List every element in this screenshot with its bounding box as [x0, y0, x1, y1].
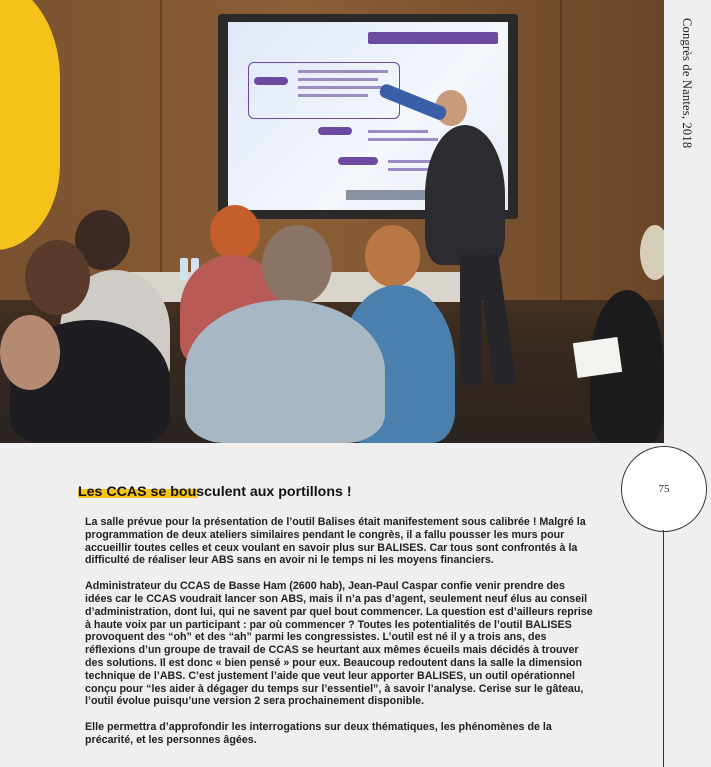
- presenter-body: [425, 125, 505, 265]
- audience-head: [640, 225, 664, 280]
- article-paragraph: La salle prévue pour la présentation de l’outil Balises était manifestement sous calibrée ! Malgré la programmation de deux ateliers similaires pendant le congrès, il a fallu pousser les murs pour accueillir toutes celles et ceux voulant en savoir plus sur BALISES. Car tous sont confrontés à la difficulté de réaliser leur ABS sans en avoir ni le temps ni les moyens financiers.: [85, 516, 586, 567]
- section-label: Congrès de Nantes, 2018: [680, 18, 694, 149]
- audience-head: [210, 205, 260, 260]
- article-body: [85, 516, 595, 760]
- wall-panel-seam: [160, 0, 162, 300]
- article-paragraph: Administrateur du CCAS de Basse Ham (2600 hab), Jean-Paul Caspar confie venir prendre des idées car le CCAS voudrait lancer son ABS, mais il n’a pas d’agent, seulement neuf élus au conseil d’administration, dont lui, qui ne savent par quel bout commencer. La question est d’ailleurs reprise à haute voix par un participant : par où commencer ? Toutes les potentialités de l’outil BALISES provoquent des “oh” et des “ah” parmi les congressistes. L’outil est né il y a trois ans, des réflexions d’un groupe de travail de CCAS se heurtant aux mêmes écueils mais décidés à trouver des solutions. Il est donc « bien pensé » pour eux. Beaucoup redoutent dans la salle la dimension technique de l’ABS. C’est justement l’aide que veut leur apporter BALISES, un outil opérationnel conçu pour “les aider à dégager du temps sur l’essentiel”, à savoir l’analyse. Cerise sur le gâteau, l’outil évolue puisqu’une version 2 sera prochainement disponible.: [85, 580, 593, 708]
- slide-text-line: [368, 130, 428, 133]
- slide-text-line: [298, 86, 383, 89]
- margin-rule: [663, 530, 664, 767]
- slide-text-line: [388, 168, 433, 171]
- article-paragraph: Elle permettra d’approfondir les interrogations sur deux thématiques, les phénomènes de la précarité, et les personnes âgées.: [85, 721, 552, 746]
- audience-head: [25, 240, 90, 315]
- slide-banner: [368, 32, 498, 44]
- audience-member: [185, 300, 385, 443]
- audience-head: [365, 225, 420, 287]
- wall-panel-seam: [560, 0, 562, 300]
- page-number-badge: [621, 446, 707, 532]
- water-bottle: [180, 258, 188, 280]
- slide-text-line: [298, 78, 378, 81]
- article-heading-block: [78, 484, 352, 500]
- page-number: 75: [658, 483, 670, 495]
- slide-text-line: [298, 94, 368, 97]
- slide-pill: [338, 157, 378, 165]
- slide-pill: [318, 127, 352, 135]
- article-heading: Les CCAS se bousculent aux portillons !: [78, 484, 352, 500]
- slide-pill: [254, 77, 288, 85]
- audience-head: [262, 225, 332, 305]
- slide-text-line: [368, 138, 438, 141]
- audience-head: [0, 315, 60, 390]
- notepad: [573, 337, 622, 378]
- slide-text-line: [298, 70, 388, 73]
